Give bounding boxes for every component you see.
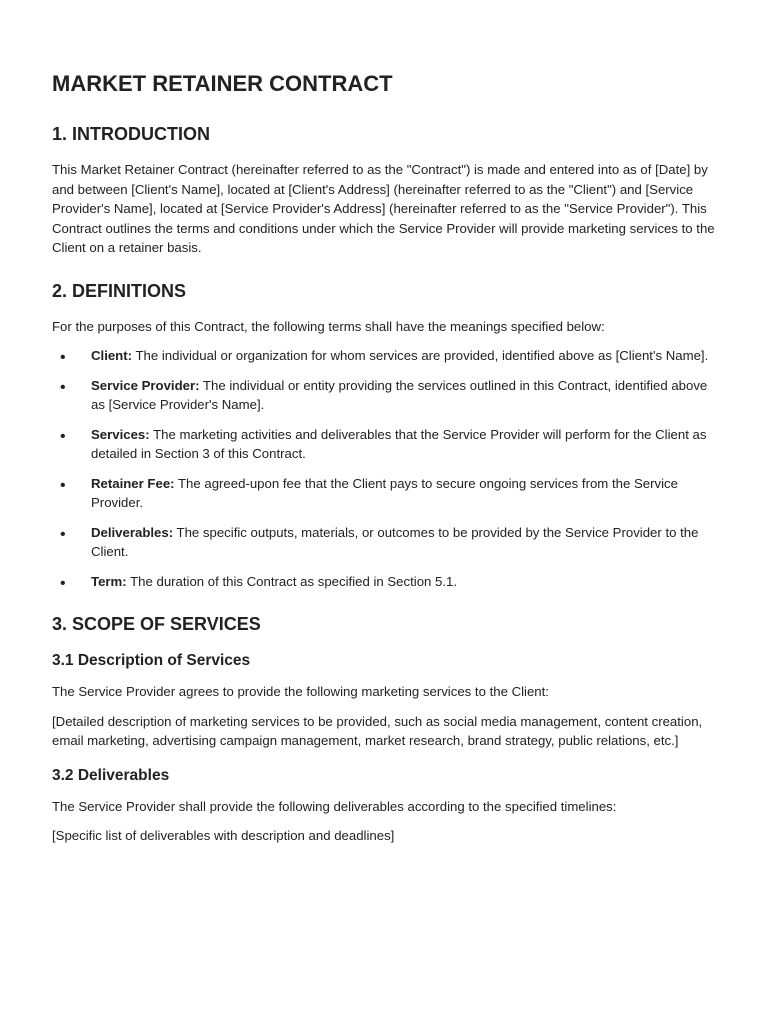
definition-item-services — [52, 425, 722, 464]
section-heading-definitions: 2. DEFINITIONS — [52, 280, 187, 301]
definitions-intro: For the purposes of this Contract, the following terms shall have the meanings specified below: — [52, 318, 605, 334]
definition-term: Client: — [91, 348, 133, 363]
definition-item-deliverables — [52, 523, 722, 562]
bullet-icon: • — [60, 349, 66, 366]
bullet-icon: • — [60, 574, 66, 592]
definition-item-retainer-fee — [52, 474, 722, 513]
section-introduction — [52, 122, 722, 258]
document-title: MARKET RETAINER CONTRACT — [52, 71, 393, 96]
definition-text: The marketing activities and deliverables that the Service Provider will perform for the Client as detailed in Section 3 of this Contract. — [91, 426, 707, 461]
section-scope-of-services — [52, 612, 722, 846]
definition-item-term — [52, 572, 722, 592]
bullet-icon: • — [60, 525, 66, 543]
definition-item-client — [52, 346, 722, 366]
definition-term: Deliverables: — [91, 524, 174, 540]
definition-term: Retainer Fee: — [91, 475, 175, 491]
subsection-heading-description: 3.1 Description of Services — [52, 652, 251, 669]
definitions-list — [52, 346, 722, 591]
description-intro: The Service Provider agrees to provide the following marketing services to the Client: — [52, 684, 549, 699]
bullet-icon: • — [60, 427, 66, 445]
deliverables-placeholder: [Specific list of deliverables with description and deadlines] — [52, 828, 395, 843]
section-heading-introduction: 1. INTRODUCTION — [52, 124, 211, 144]
definition-term: Service Provider: — [91, 377, 200, 393]
definition-term: Services: — [91, 426, 150, 442]
subsection-deliverables — [52, 765, 722, 846]
section-definitions — [52, 279, 722, 592]
document-content — [52, 70, 722, 867]
bullet-icon: • — [60, 378, 66, 396]
subsection-description-of-services — [52, 650, 722, 751]
introduction-paragraph: This Market Retainer Contract (hereinafter referred to as the "Contract") is made and entered into as of [Date] by and between [Client's Name], located at [Client's Address] (hereinafter referred to as the "Client") and [Service Provider's Name], located at [Service Provider's Address] (hereinafter referred to as the "Service Provider"). This Contract outlines the terms and conditions under which the Service Provider will provide marketing services to the Client on a retainer basis. — [52, 162, 715, 255]
definition-text: The specific outputs, materials, or outcomes to be provided by the Service Provider to the Client. — [91, 524, 699, 559]
definition-item-service-provider — [52, 376, 722, 415]
deliverables-intro: The Service Provider shall provide the following deliverables according to the specified timelines: — [52, 798, 617, 814]
description-placeholder: [Detailed description of marketing services to be provided, such as social media management, content creation, email marketing, advertising campaign management, market research, brand strategy, public relations, etc.] — [52, 713, 703, 748]
definition-text: The agreed-upon fee that the Client pays to secure ongoing services from the Service Provider. — [91, 475, 678, 510]
section-heading-scope: 3. SCOPE OF SERVICES — [52, 614, 261, 634]
definition-term: Term: — [91, 573, 127, 589]
definition-text: The duration of this Contract as specified in Section 5.1. — [126, 573, 458, 589]
definition-text: The individual or entity providing the services outlined in this Contract, identified above as [Service Provider's Name]. — [91, 377, 708, 412]
bullet-icon: • — [60, 476, 66, 494]
subsection-heading-deliverables: 3.2 Deliverables — [52, 766, 170, 784]
definition-text: The individual or organization for whom services are provided, identified above as [Client's Name]. — [132, 348, 709, 363]
